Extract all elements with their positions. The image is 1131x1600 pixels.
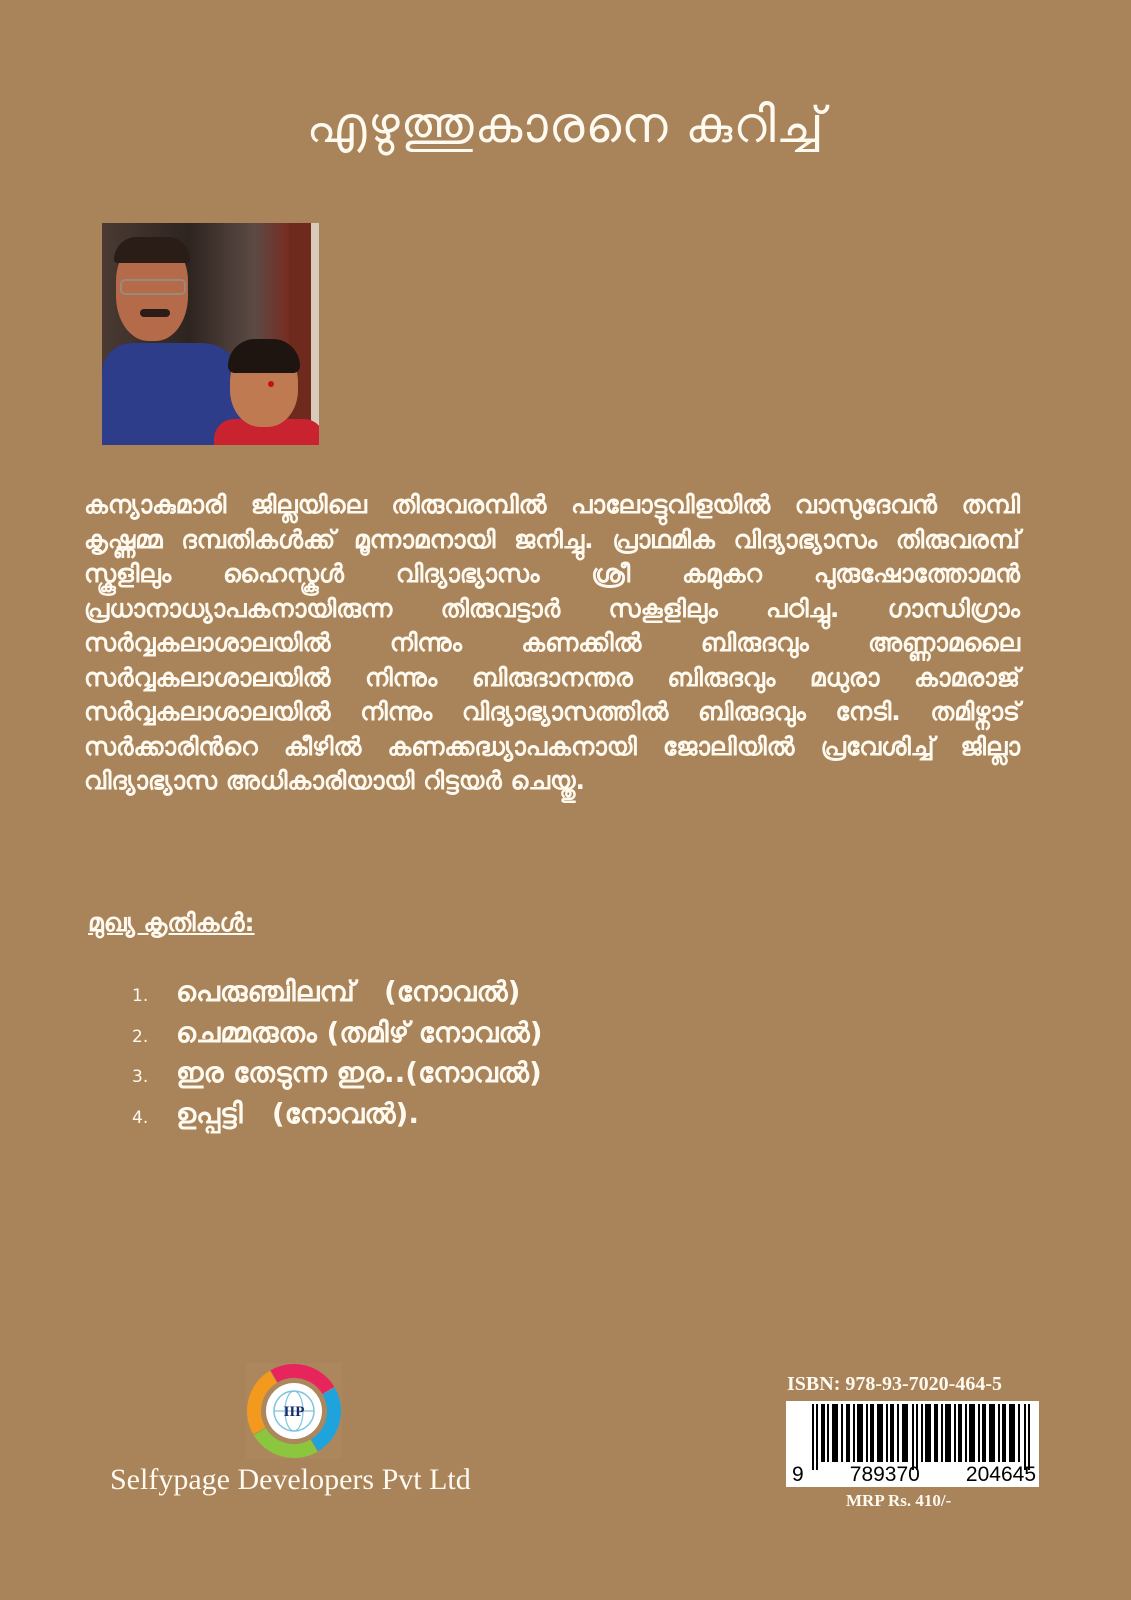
photo-woman-bindi (268, 381, 274, 387)
work-title: ചെമ്മരുതം (തമിഴ് നോവൽ) (176, 1015, 543, 1049)
list-number: 4. (132, 1107, 149, 1128)
list-item (132, 1097, 543, 1138)
list-number: 3. (132, 1067, 149, 1087)
barcode-digit-group-1: 789370 (849, 1463, 920, 1486)
photo-man-glasses (120, 279, 186, 295)
work-title: ഇര തേടുന്ന ഇര..(നോവൽ) (176, 1056, 542, 1089)
isbn-label: ISBN: 978-93-7020-464-5 (787, 1373, 1002, 1395)
photo-door (289, 223, 311, 445)
page-title: എഴുത്തുകാരനെ കുറിച്ച് (306, 96, 825, 154)
barcode-digit-group-2: 204645 (965, 1463, 1036, 1486)
work-title: ഉപ്പട്ടി (നോവൽ). (176, 1096, 419, 1130)
barcode-bars-icon (812, 1404, 1032, 1470)
list-number: 2. (132, 1026, 149, 1047)
list-number: 1. (132, 986, 149, 1006)
photo-man-mustache (140, 309, 170, 317)
photo-man-hair (114, 237, 190, 263)
author-bio: കന്യാകുമാരി ജില്ലയിലെ തിരുവരമ്പിൽ പാലോട്ടുവിളയിൽ വാസുദേവൻ തമ്പി കൃഷ്ണമ്മ ദമ്പതികൾക്ക് മൂന്നാമനായി ജനിച്ചു. പ്രാഥമിക വിദ്യാഭ്യാസം തിരുവരമ്പ് സ്കൂളിലും ഹൈസ്കൂൾ വിദ്യാഭ്യാസം ശ്രീ കമുകറ പുരുഷോത്തോമൻ പ്രധാനാധ്യാപകനായിരുന്ന തിരുവട്ടാർ സകൂളിലും പഠിച്ചു. ഗാന്ധിഗ്രാം സർവ്വകലാശാലയിൽ നിന്നും കണക്കിൽ ബിരുദവും അണ്ണാമലൈ സർവ്വകലാശാലയിൽ നിന്നും ബിരുദാനന്തര ബിരുദവും മധുരാ കാമരാജ് സർവ്വകലാശാലയിൽ നിന്നും വിദ്യാഭ്യാസത്തിൽ ബിരുദവും നേടി. തമിഴ്നാട് സർക്കാരിൻറെ കീഴിൽ കണക്കദ്ധ്യാപകനായി ജോലിയിൽ പ്രവേശിച്ച് ജില്ലാ വിദ്യാഭ്യാസ അധികാരിയായി റിട്ടയർ ചെയ്തു. (84, 490, 1020, 795)
barcode-digit-lead: 9 (792, 1463, 804, 1486)
publisher-name: Selfypage Developers Pvt Ltd (110, 1463, 471, 1496)
svg-text:IIP: IIP (283, 1404, 305, 1420)
works-list (132, 975, 543, 1137)
works-heading: മുഖ്യ കൃതികൾ: (88, 908, 255, 937)
publisher-logo-icon (246, 1363, 342, 1459)
author-photo (102, 223, 319, 445)
list-item (132, 975, 543, 1016)
list-item (132, 1056, 543, 1097)
work-title: പെരുഞ്ചിലമ്പ് (നോവൽ) (176, 975, 521, 1008)
barcode-digits (792, 1463, 1036, 1487)
photo-woman-hair (228, 339, 300, 373)
isbn-barcode (786, 1401, 1039, 1487)
price-label: MRP Rs. 410/- (846, 1491, 952, 1510)
list-item (132, 1016, 543, 1057)
photo-door-light (311, 223, 319, 445)
